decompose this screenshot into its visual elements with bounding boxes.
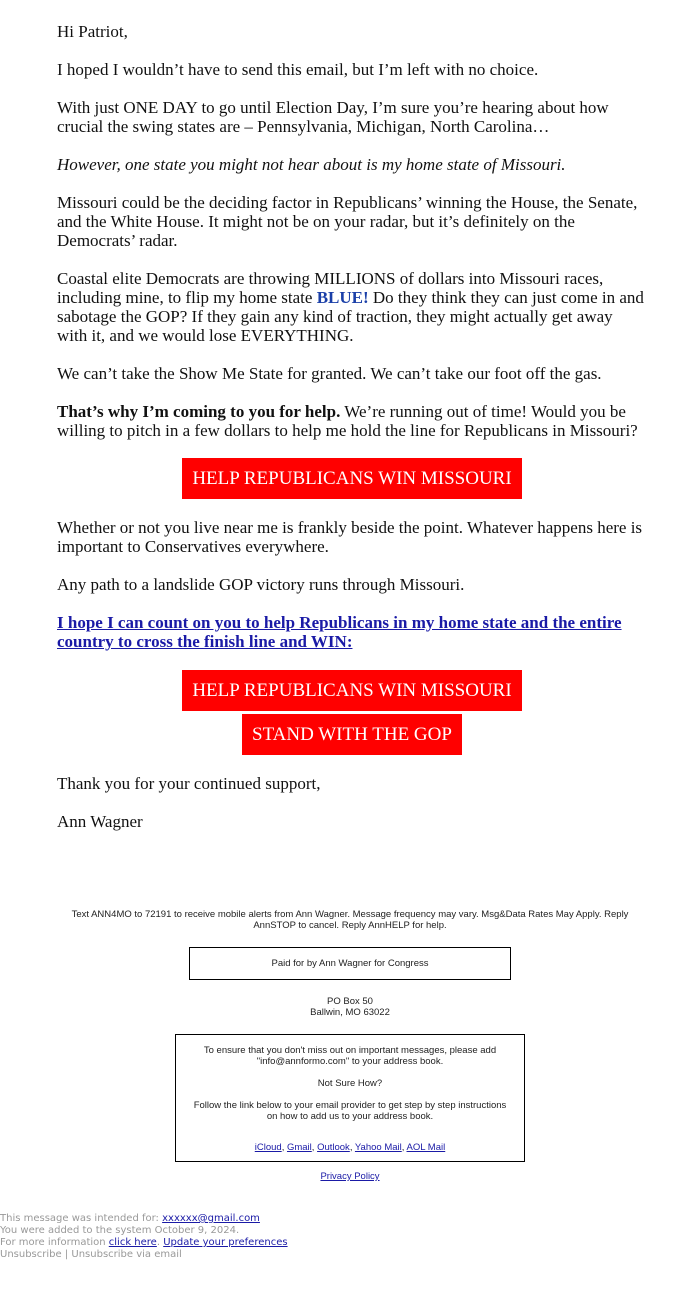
paragraph: Missouri could be the deciding factor in Republicans’ winning the House, the Senate, and the White House. It might not be on your radar, but it’s definitely on the Democrats’ radar.: [57, 193, 638, 250]
address-line: Ballwin, MO 63022: [310, 1007, 390, 1018]
legal-footer: This message was intended for: xxxxxx@gmail.com You were added to the system October 9, 2024. For more information click here. Update your preferences Unsubscribe | Unsubscribe via email: [0, 1213, 288, 1260]
icloud-link[interactable]: iCloud: [254, 1142, 282, 1153]
bold-text: That’s why I’m coming to you for help.: [57, 402, 341, 421]
blue-emphasis: BLUE!: [316, 288, 369, 307]
signature: Ann Wagner: [57, 812, 143, 831]
recipient-email-link[interactable]: xxxxxx@gmail.com: [162, 1213, 260, 1224]
text: We’re running out of time! Would you be willing to pitch in a few dollars to help me hold the line for Republicans in Missouri?: [57, 402, 638, 440]
click-here-link[interactable]: click here: [108, 1237, 157, 1248]
paragraph: [57, 269, 647, 345]
paragraph: We can’t take the Show Me State for granted. We can’t take our foot off the gas.: [57, 364, 602, 383]
paragraph: Any path to a landslide GOP victory runs through Missouri.: [57, 575, 465, 594]
address-line: PO Box 50: [327, 996, 373, 1007]
paragraph: [57, 613, 647, 651]
text: Coastal elite Democrats are throwing MILLIONS of dollars into Missouri races, including mine, to flip my home state: [57, 269, 604, 307]
help-republicans-button-2[interactable]: HELP REPUBLICANS WIN MISSOURI: [182, 670, 521, 711]
greeting: Hi Patriot,: [57, 22, 128, 41]
aol-link[interactable]: AOL Mail: [406, 1142, 446, 1153]
follow-text: Follow the link below to your email provider to get step by step instructions on how to add us to your address book.: [193, 1100, 507, 1122]
closing: Thank you for your continued support,: [57, 774, 321, 793]
not-sure-text: Not Sure How?: [317, 1078, 383, 1089]
paragraph: Whether or not you live near me is frankly beside the point. Whatever happens here is important to Conservatives everywhere.: [57, 518, 643, 556]
address: [50, 996, 650, 1018]
added-date: You were added to the system October 9, 2024.: [0, 1225, 240, 1236]
unsubscribe-email-link[interactable]: Unsubscribe via email: [71, 1249, 182, 1260]
address-book-box: [175, 1034, 525, 1162]
italic-text: However, one state you might not hear about is my home state of Missouri.: [57, 155, 566, 174]
paragraph: [57, 155, 647, 174]
yahoo-link[interactable]: Yahoo Mail: [354, 1142, 402, 1153]
paragraph: With just ONE DAY to go until Election Day, I’m sure you’re hearing about how crucial the swing states are – Pennsylvania, Michigan, North Carolina…: [57, 98, 609, 136]
text: For more information: [0, 1237, 109, 1248]
donate-link[interactable]: I hope I can count on you to help Republicans in my home state and the entire country to cross the finish line and WIN:: [57, 613, 622, 651]
outlook-link[interactable]: Outlook: [317, 1142, 350, 1153]
text: This message was intended for:: [0, 1213, 163, 1224]
paid-for-box: Paid for by Ann Wagner for Congress: [189, 947, 511, 980]
gmail-link[interactable]: Gmail: [286, 1142, 312, 1153]
sms-disclaimer: Text ANN4MO to 72191 to receive mobile alerts from Ann Wagner. Message frequency may vary. Msg&Data Rates May Apply. Reply AnnSTOP to cancel. Reply AnnHELP for help.: [71, 909, 629, 931]
paragraph: [57, 402, 647, 440]
update-preferences-link[interactable]: Update your preferences: [163, 1237, 288, 1248]
provider-links: iCloud, Gmail, Outlook, Yahoo Mail, AOL Mail: [254, 1142, 446, 1153]
paragraph: I hoped I wouldn’t have to send this email, but I’m left with no choice.: [57, 60, 539, 79]
ensure-text: To ensure that you don't miss out on important messages, please add "info@annformo.com" to your address book.: [203, 1045, 497, 1067]
privacy-policy-link[interactable]: Privacy Policy: [320, 1171, 380, 1182]
unsubscribe-link[interactable]: Unsubscribe: [0, 1249, 62, 1260]
text: Do they think they can just come in and sabotage the GOP? If they gain any kind of traction, they might actually get away with it, and we would lose EVERYTHING.: [57, 288, 644, 345]
stand-with-gop-button[interactable]: STAND WITH THE GOP: [242, 714, 462, 755]
help-republicans-button[interactable]: HELP REPUBLICANS WIN MISSOURI: [182, 458, 521, 499]
email-body: [57, 22, 647, 850]
footer: [50, 909, 650, 1182]
